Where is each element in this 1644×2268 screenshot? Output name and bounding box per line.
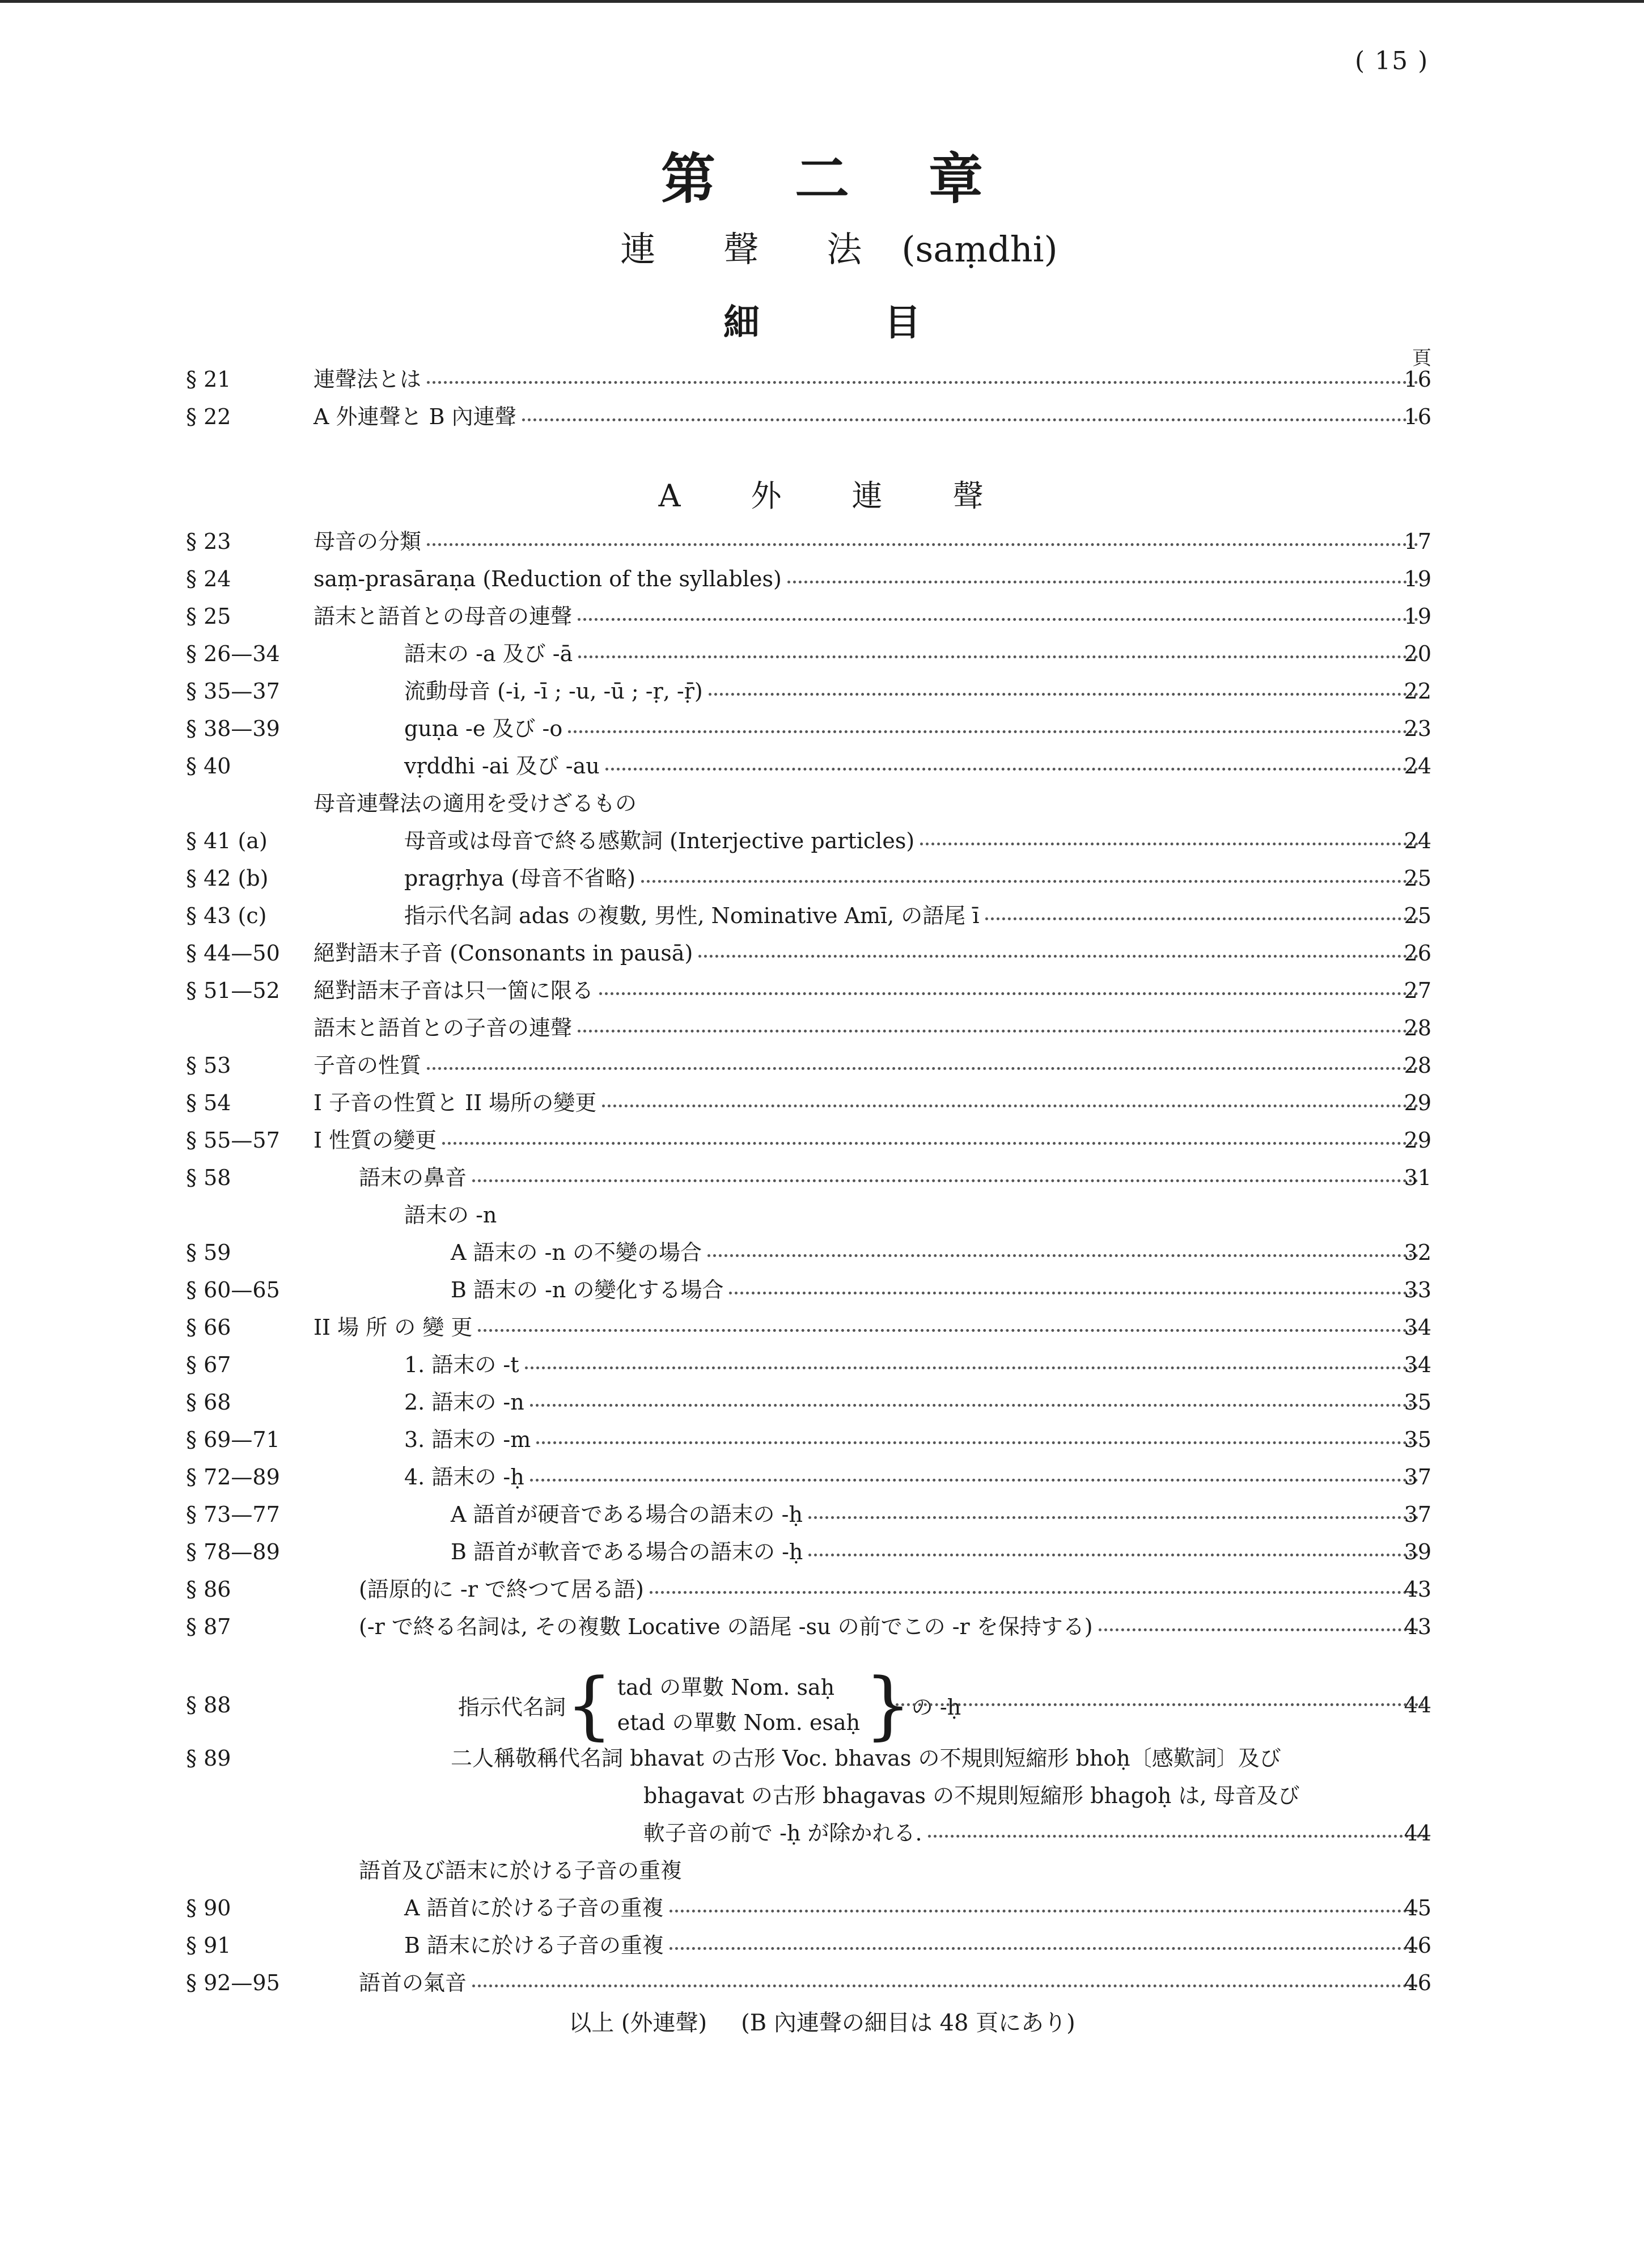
title-char: 聲 — [723, 229, 759, 270]
section-ref: § 92—95 — [186, 1970, 280, 1995]
title-latin: (saṃdhi) — [901, 229, 1058, 270]
section-char: 外 — [751, 478, 784, 514]
page-ref: 29 — [1404, 1128, 1431, 1153]
section-ref: § 42 (b) — [186, 866, 269, 891]
page-ref: 17 — [1404, 529, 1431, 554]
entry-title-line — [313, 934, 1424, 972]
leader-dots — [578, 618, 1418, 621]
section-ref: § 54 — [186, 1090, 231, 1115]
page-ref: 46 — [1404, 1933, 1431, 1958]
page-ref: 32 — [1404, 1240, 1431, 1265]
entry-title-line — [313, 523, 1424, 560]
section-ref: § 68 — [186, 1390, 231, 1415]
chapter-title — [0, 221, 1644, 272]
entry-title: A 語末の -n の不變の場合 — [451, 1240, 702, 1265]
leader-dots — [578, 1030, 1418, 1033]
brace-line: etad の單數 Nom. esaḥ — [617, 1710, 861, 1735]
page-number: ( 15 ) — [1355, 46, 1429, 75]
entry-title: I 性質の變更 — [313, 1128, 437, 1153]
toc-entry[interactable] — [0, 1852, 1644, 1889]
leader-dots — [808, 1516, 1418, 1519]
entry-title: 4. 語末の -ḥ — [404, 1465, 524, 1490]
section-ref: § 58 — [186, 1165, 231, 1190]
section-ref: § 21 — [186, 367, 231, 392]
leader-dots — [602, 1105, 1418, 1107]
section-ref: § 44—50 — [186, 941, 280, 966]
entry-title-line — [404, 747, 1424, 785]
page-ref: 26 — [1404, 941, 1431, 966]
leader-dots — [729, 1292, 1418, 1294]
entry-title: pragṛhya (母音不省略) — [404, 866, 635, 891]
entry-title: 指示代名詞 adas の複數, 男性, Nominative Amī, の語尾 ī — [404, 903, 980, 928]
entry-title: 語首の氣音 — [359, 1970, 467, 1995]
page-ref: 27 — [1404, 978, 1431, 1003]
section-ref: § 86 — [186, 1577, 231, 1602]
entry-title: 語末と語首との母音の連聲 — [313, 604, 573, 629]
section-ref: § 59 — [186, 1240, 231, 1265]
entry-title: (-r で終る名詞は, その複數 Locative の語尾 -su の前でこの -r を保持する) — [359, 1614, 1093, 1639]
page-column-header: 頁 — [1412, 347, 1431, 370]
toc-entry[interactable] — [0, 822, 1644, 860]
entry-title-line — [313, 1122, 1424, 1159]
entry-title-line — [404, 860, 1424, 897]
section-ref: § 38—39 — [186, 716, 280, 741]
leader-dots — [641, 880, 1418, 883]
leader-dots — [896, 1703, 1424, 1706]
section-ref: § 35—37 — [186, 679, 280, 704]
page-ref: 37 — [1404, 1502, 1431, 1527]
page-ref: 22 — [1404, 679, 1431, 704]
toc-entry[interactable] — [0, 1122, 1644, 1159]
leader-dots — [427, 543, 1418, 546]
entry-title-line — [359, 1159, 1424, 1196]
entry-title: 3. 語末の -m — [404, 1427, 531, 1452]
entry-title-line — [313, 361, 1424, 398]
entry-title-line — [451, 1234, 1424, 1271]
leader-dots — [698, 955, 1418, 958]
section-ref: § 53 — [186, 1053, 231, 1078]
entry-title: 絕對語末子音 (Consonants in pausā) — [313, 941, 693, 966]
toc-entry[interactable] — [0, 1889, 1644, 1927]
entry-title-line — [313, 1047, 1424, 1084]
entry-89-line: 軟子音の前で -ḥ が除かれる. — [643, 1821, 922, 1846]
toc-entry[interactable] — [0, 1271, 1644, 1309]
entry-title-line — [313, 560, 1424, 598]
leader-dots — [525, 1366, 1418, 1369]
right-brace: } — [865, 1662, 912, 1748]
entry-title: B 語末の -n の變化する場合 — [451, 1277, 724, 1302]
leader-dots — [1099, 1628, 1418, 1631]
entry-title: A 語首に於ける子音の重複 — [404, 1895, 664, 1920]
contents-heading — [0, 294, 1644, 346]
toc-entry[interactable] — [0, 1927, 1644, 1964]
toc-entry[interactable] — [0, 972, 1644, 1009]
page-ref: 44 — [1404, 1692, 1431, 1717]
chapter-char: 二 — [795, 147, 849, 211]
leader-dots — [787, 581, 1418, 583]
entry-title: B 語首が軟音である場合の語末の -ḥ — [451, 1539, 803, 1564]
page-ref: 24 — [1404, 754, 1431, 778]
brace-lines — [617, 1670, 860, 1740]
entry-title: 語末の -n — [404, 1203, 497, 1228]
entry-title-line — [359, 1964, 1424, 2002]
page-ref: 35 — [1404, 1390, 1431, 1415]
page-ref: 34 — [1404, 1315, 1431, 1340]
entry-title-line — [404, 897, 1424, 934]
section-ref: § 87 — [186, 1614, 231, 1639]
section-ref: § 25 — [186, 604, 231, 629]
entry-title-line — [359, 1608, 1424, 1645]
page-ref: 34 — [1404, 1352, 1431, 1377]
toc-entry[interactable] — [0, 1234, 1644, 1271]
page-ref: 35 — [1404, 1427, 1431, 1452]
page-ref: 43 — [1404, 1577, 1431, 1602]
section-ref: § 69—71 — [186, 1427, 280, 1452]
toc-entry-89-page — [0, 1814, 1644, 1852]
entry-title: vṛddhi -ai 及び -au — [404, 754, 600, 778]
page-ref: 43 — [1404, 1614, 1431, 1639]
chapter-char: 章 — [929, 147, 983, 211]
entry-title: 連聲法とは — [313, 367, 422, 392]
entry-title-line — [313, 1009, 1424, 1047]
toc-entry[interactable] — [0, 897, 1644, 934]
toc-entry[interactable] — [0, 934, 1644, 972]
entry-title-line — [313, 1309, 1424, 1346]
section-ref: § 51—52 — [186, 978, 280, 1003]
section-ref: § 78—89 — [186, 1539, 280, 1564]
section-ref: § 89 — [186, 1746, 231, 1771]
title-char: 連 — [620, 229, 656, 270]
footer-text: 以上 (外連聲) — [569, 2010, 707, 2036]
entry-88-lead: 指示代名詞 — [458, 1694, 566, 1720]
leader-dots — [985, 917, 1418, 920]
leader-dots — [427, 381, 1418, 384]
entry-title: 語首及び語末に於ける子音の重複 — [359, 1858, 683, 1883]
toc-entry[interactable] — [0, 1196, 1644, 1234]
leader-dots — [442, 1142, 1418, 1145]
entry-title-line — [404, 672, 1424, 710]
entry-title: 子音の性質 — [313, 1053, 422, 1078]
section-ref: § 55—57 — [186, 1128, 280, 1153]
toc-entry[interactable] — [0, 1421, 1644, 1458]
toc-entry[interactable] — [0, 398, 1644, 435]
brace-line: tad の單數 Nom. saḥ — [617, 1675, 835, 1700]
toc-entry[interactable] — [0, 747, 1644, 785]
toc-entry[interactable] — [0, 635, 1644, 672]
footer-text: (B 內連聲の細目は 48 頁にあり) — [741, 2010, 1075, 2036]
page-ref: 25 — [1404, 903, 1431, 928]
section-ref: § 90 — [186, 1895, 231, 1920]
toc-entry[interactable] — [0, 672, 1644, 710]
leader-dots — [478, 1329, 1418, 1332]
contents-char: 細 — [723, 302, 760, 344]
page-ref: 39 — [1404, 1539, 1431, 1564]
entry-title-line — [313, 1084, 1424, 1122]
entry-title: 絕對語末子音は只一箇に限る — [313, 978, 594, 1003]
entry-title: 1. 語末の -t — [404, 1352, 519, 1377]
entry-title: 語末の -a 及び -ā — [404, 641, 573, 666]
toc-entry[interactable] — [0, 1047, 1644, 1084]
entry-title: guṇa -e 及び -o — [404, 716, 563, 741]
entry-title-line — [404, 635, 1424, 672]
leader-dots — [536, 1441, 1418, 1444]
page-ref: 25 — [1404, 866, 1431, 891]
leader-dots — [568, 730, 1418, 733]
entry-title: 2. 語末の -n — [404, 1390, 524, 1415]
section-ref: § 73—77 — [186, 1502, 280, 1527]
entry-title-line — [451, 1271, 1424, 1309]
entry-title-line — [313, 972, 1424, 1009]
entry-title: 母音連聲法の適用を受けざるもの — [313, 791, 637, 816]
section-ref: § 22 — [186, 404, 231, 429]
section-ref: § 24 — [186, 566, 231, 591]
entry-title: 語末の鼻音 — [359, 1165, 467, 1190]
toc-entry[interactable] — [0, 710, 1644, 747]
toc-entry[interactable] — [0, 1346, 1644, 1383]
entry-title-line — [404, 710, 1424, 747]
toc-entry[interactable] — [0, 598, 1644, 635]
section-ref: § 91 — [186, 1933, 231, 1958]
leader-dots — [707, 1254, 1418, 1257]
entry-title-line — [404, 1383, 1424, 1421]
leader-dots — [808, 1554, 1418, 1556]
entry-title: 母音の分類 — [313, 529, 422, 554]
contents-char: 目 — [884, 302, 921, 344]
toc-entry[interactable] — [0, 1383, 1644, 1421]
entry-title-line — [313, 785, 1424, 822]
toc-entry[interactable] — [0, 1608, 1644, 1645]
page-ref: 46 — [1404, 1970, 1431, 1995]
page-ref: 16 — [1404, 367, 1431, 392]
leader-dots — [670, 1910, 1418, 1912]
section-ref: § 43 (c) — [186, 903, 267, 928]
entry-title-line — [404, 1346, 1424, 1383]
toc-entry[interactable] — [0, 785, 1644, 822]
entry-title-line — [451, 1533, 1424, 1571]
page-ref: 23 — [1404, 716, 1431, 741]
leader-dots — [530, 1479, 1418, 1482]
page-ref: 28 — [1404, 1015, 1431, 1040]
toc-entry[interactable] — [0, 361, 1644, 398]
page-ref: 19 — [1404, 566, 1431, 591]
leader-dots — [530, 1404, 1418, 1407]
entry-title-line — [404, 1421, 1424, 1458]
entry-title: A 語首が硬音である場合の語末の -ḥ — [451, 1502, 803, 1527]
entry-title-line — [404, 1458, 1424, 1496]
toc-entry[interactable] — [0, 1009, 1644, 1047]
leader-dots — [599, 992, 1418, 995]
entry-title: II 場 所 の 變 更 — [313, 1315, 473, 1340]
toc-entry[interactable] — [0, 1084, 1644, 1122]
section-ref: § 88 — [186, 1692, 231, 1717]
entry-89-line: 二人稱敬稱代名詞 bhavat の古形 Voc. bhavas の不規則短縮形 bhoḥ〔感歎詞〕及び — [451, 1746, 1281, 1771]
entry-title-line — [313, 598, 1424, 635]
top-rule — [0, 0, 1644, 3]
entry-title: 語末と語首との子音の連聲 — [313, 1015, 573, 1040]
entry-title: saṃ-prasāraṇa (Reduction of the syllables) — [313, 566, 782, 591]
leader-dots — [650, 1591, 1418, 1594]
leader-dots — [472, 1179, 1418, 1182]
footer-note — [0, 2005, 1644, 2037]
page-ref: 37 — [1404, 1465, 1431, 1490]
entry-title-line — [404, 1196, 1424, 1234]
left-brace: { — [566, 1662, 613, 1748]
page-ref: 16 — [1404, 404, 1431, 429]
toc-entry[interactable] — [0, 860, 1644, 897]
toc-entry[interactable] — [0, 1533, 1644, 1571]
page-ref: 24 — [1404, 828, 1431, 853]
page-ref: 28 — [1404, 1053, 1431, 1078]
page-ref: 29 — [1404, 1090, 1431, 1115]
section-ref: § 72—89 — [186, 1465, 280, 1490]
entry-89-line: bhagavat の古形 bhagavas の不規則短縮形 bhagoḥ は, 母音及び — [643, 1783, 1300, 1808]
leader-dots — [522, 418, 1418, 421]
page-ref: 44 — [1404, 1821, 1431, 1846]
section-char: A — [658, 478, 683, 514]
section-ref: § 40 — [186, 754, 231, 778]
toc-entry[interactable] — [0, 1309, 1644, 1346]
section-ref: § 67 — [186, 1352, 231, 1377]
leader-dots — [670, 1947, 1418, 1950]
toc-entry[interactable] — [0, 1496, 1644, 1533]
leader-dots — [427, 1067, 1418, 1070]
toc-entry[interactable] — [0, 1458, 1644, 1496]
entry-title: (語原的に -r で終つて居る語) — [359, 1577, 644, 1602]
toc-entry[interactable] — [0, 1964, 1644, 2002]
leader-dots — [578, 655, 1418, 658]
page-ref: 20 — [1404, 641, 1431, 666]
toc-entry[interactable] — [0, 560, 1644, 598]
section-char: 連 — [851, 478, 885, 514]
chapter-char: 第 — [661, 147, 715, 211]
entry-title: A 外連聲と B 內連聲 — [313, 404, 516, 429]
entry-title-line — [359, 1571, 1424, 1608]
entry-title-line — [313, 398, 1424, 435]
section-ref: § 66 — [186, 1315, 231, 1340]
page-ref: 45 — [1404, 1895, 1431, 1920]
section-char: 聲 — [952, 478, 986, 514]
leader-dots — [709, 693, 1418, 696]
page-ref: 19 — [1404, 604, 1431, 629]
section-ref: § 26—34 — [186, 641, 280, 666]
entry-title: 母音或は母音で終る感歎詞 (Interjective particles) — [404, 828, 915, 853]
entry-88-content — [458, 1662, 961, 1747]
entry-title-line — [404, 822, 1424, 860]
entry-title: I 子音の性質と II 場所の變更 — [313, 1090, 597, 1115]
entry-title-line — [359, 1852, 1424, 1889]
toc-entry[interactable] — [0, 1571, 1644, 1608]
entry-title: B 語末に於ける子音の重複 — [404, 1933, 664, 1958]
section-heading — [0, 472, 1644, 515]
toc-entry[interactable] — [0, 1159, 1644, 1196]
entry-title-line — [404, 1927, 1424, 1964]
page-ref: 33 — [1404, 1277, 1431, 1302]
page-ref: 31 — [1404, 1165, 1431, 1190]
section-ref: § 23 — [186, 529, 231, 554]
leader-dots — [472, 1984, 1418, 1987]
chapter-heading — [0, 136, 1644, 214]
entry-title-line — [451, 1496, 1424, 1533]
entry-title: 流動母音 (-i, -ī ; -u, -ū ; -ṛ, -ṝ) — [404, 679, 703, 704]
entry-title-line — [404, 1889, 1424, 1927]
leader-dots — [605, 768, 1418, 771]
entry-88-tail: の -ḥ — [911, 1694, 961, 1720]
toc-entry[interactable] — [0, 523, 1644, 560]
leader-dots — [920, 843, 1418, 845]
section-ref: § 41 (a) — [186, 828, 268, 853]
section-ref: § 60—65 — [186, 1277, 280, 1302]
title-char: 法 — [827, 229, 862, 270]
